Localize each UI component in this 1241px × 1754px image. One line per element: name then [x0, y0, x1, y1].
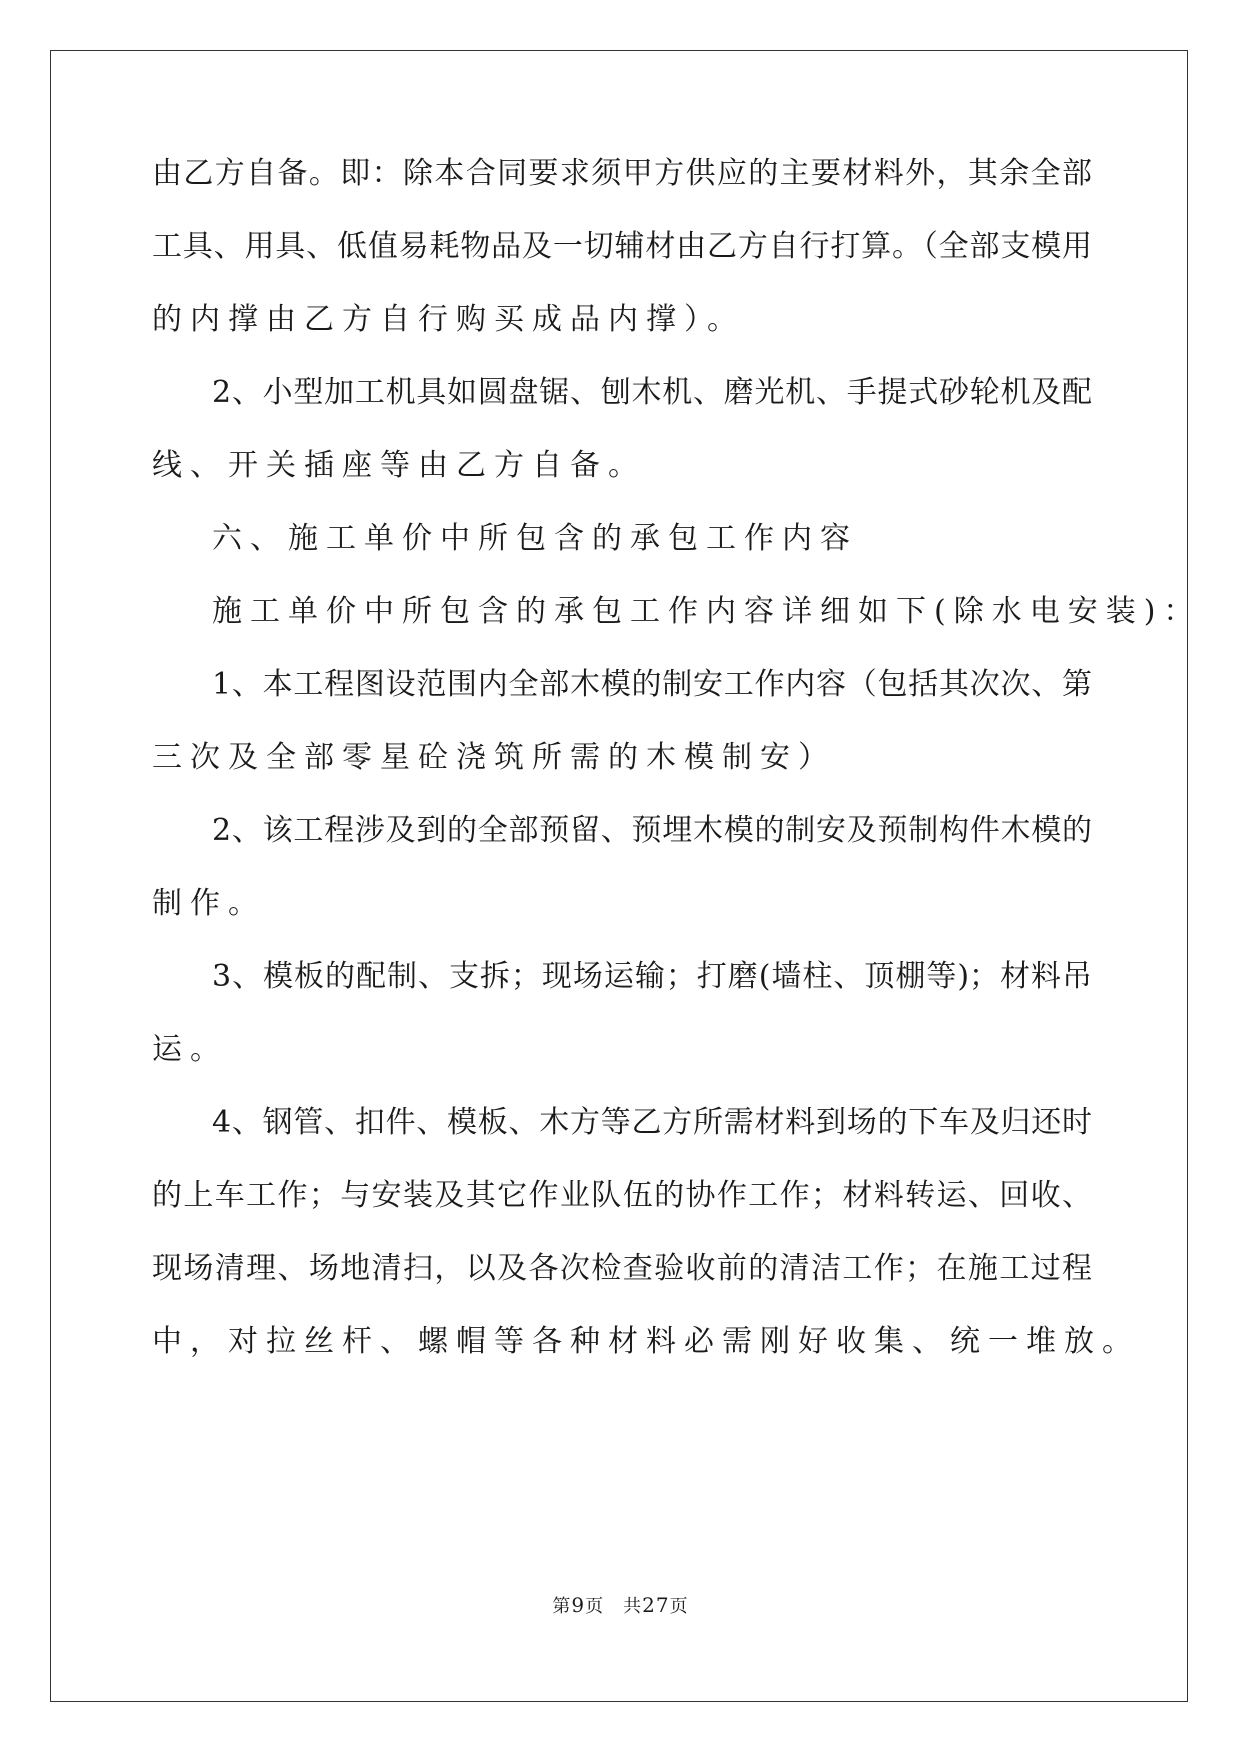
footer-prefix: 第	[552, 1596, 572, 1617]
text-line-2: 工具、用具、低值易耗物品及一切辅材由乙方自行打算。（全部支模用	[152, 229, 1092, 264]
text-line-11: 制作。	[152, 886, 266, 921]
text-line-15: 的上车工作；与安装及其它作业队伍的协作工作；材料转运、回收、	[152, 1178, 1092, 1213]
text-line-10: 2、该工程涉及到的全部预留、预埋木模的制安及预制构件木模的	[212, 813, 1092, 848]
text-line-14: 4、钢管、扣件、模板、木方等乙方所需材料到场的下车及归还时	[212, 1105, 1092, 1140]
page-footer	[0, 1593, 1241, 1619]
text-line-8: 1、本工程图设范围内全部木模的制安工作内容（包括其次次、第	[212, 667, 1092, 702]
page-border	[50, 50, 1188, 1702]
section-heading: 六、施工单价中所包含的承包工作内容	[212, 521, 858, 556]
text-line-5: 线、开关插座等由乙方自备。	[152, 448, 646, 483]
total-page-count: 27	[642, 1593, 670, 1617]
text-line-4: 2、小型加工机具如圆盘锯、刨木机、磨光机、手提式砂轮机及配	[212, 375, 1092, 410]
footer-middle: 页 共	[585, 1596, 643, 1617]
text-line-9: 三次及全部零星砼浇筑所需的木模制安）	[152, 740, 836, 775]
text-line-7: 施工单价中所包含的承包工作内容详细如下(除水电安装)：	[212, 594, 1202, 629]
text-line-13: 运。	[152, 1032, 228, 1067]
footer-suffix: 页	[669, 1596, 689, 1617]
current-page-number: 9	[571, 1593, 586, 1617]
text-line-17: 中，对拉丝杆、螺帽等各种材料必需刚好收集、统一堆放。	[152, 1324, 1140, 1359]
text-line-1: 由乙方自备。即：除本合同要求须甲方供应的主要材料外，其余全部	[152, 156, 1092, 191]
text-line-12: 3、模板的配制、支拆；现场运输；打磨(墙柱、顶棚等)；材料吊	[212, 959, 1092, 994]
text-line-16: 现场清理、场地清扫，以及各次检查验收前的清洁工作；在施工过程	[152, 1251, 1092, 1286]
text-line-3: 的内撑由乙方自行购买成品内撑）。	[152, 302, 745, 337]
